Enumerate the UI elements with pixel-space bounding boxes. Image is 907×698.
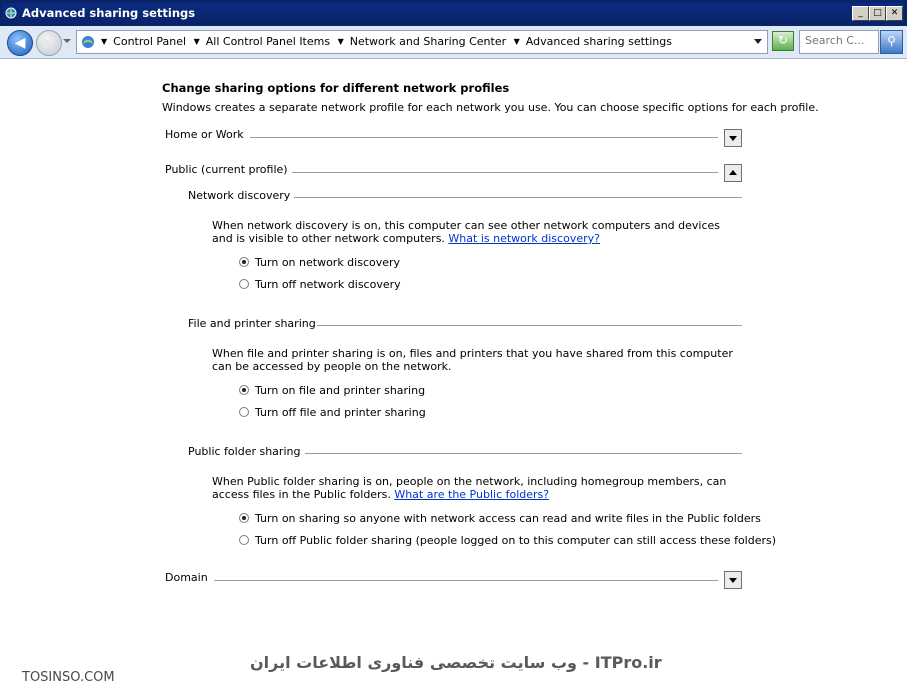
radio-public-folder-on[interactable] — [239, 513, 249, 523]
minimize-button[interactable]: _ — [852, 6, 869, 21]
radio-label: Turn off file and printer sharing — [255, 406, 426, 419]
refresh-button[interactable]: ↻ — [772, 31, 794, 51]
public-folder-help-link[interactable]: What are the Public folders? — [394, 488, 550, 501]
chevron-down-icon — [729, 578, 737, 583]
page-intro: Windows creates a separate network profile for each network you use. You can choose specific options for each profile. — [162, 101, 819, 114]
address-dropdown-icon[interactable] — [754, 39, 762, 44]
expand-domain-button[interactable] — [724, 571, 742, 589]
section-divider — [214, 580, 718, 581]
collapse-public-button[interactable] — [724, 164, 742, 182]
public-folder-desc — [212, 475, 737, 501]
address-box[interactable] — [76, 30, 768, 54]
network-discovery-desc-text: When network discovery is on, this computer can see other network computers and devices and is visible to other network computers. — [212, 219, 721, 245]
search-icon: ⚲ — [887, 34, 896, 48]
breadcrumb-network-sharing-center[interactable]: Network and Sharing Center — [349, 35, 507, 48]
section-divider — [294, 197, 742, 198]
file-printer-desc: When file and printer sharing is on, files and printers that you have shared from this computer can be accessed by people on the network. — [212, 347, 733, 373]
control-panel-icon — [80, 34, 96, 50]
forward-arrow-icon: ▶ — [43, 35, 55, 51]
public-folder-desc-text: When Public folder sharing is on, people on the network, including homegroup members, can access files in the Public folders. — [212, 475, 727, 501]
radio-file-printer-on[interactable] — [239, 385, 249, 395]
radio-network-discovery-on[interactable] — [239, 257, 249, 267]
network-discovery-title: Network discovery — [188, 189, 291, 202]
network-icon — [4, 6, 18, 20]
chevron-down-icon — [729, 136, 737, 141]
recent-pages-dropdown[interactable] — [63, 39, 71, 43]
watermark-tosinso: TOSINSO.COM — [22, 670, 115, 685]
profile-home-label[interactable]: Home or Work — [165, 128, 244, 141]
window-title: Advanced sharing settings — [22, 6, 196, 20]
search-input[interactable] — [805, 34, 877, 47]
title-bar — [0, 0, 907, 26]
search-button[interactable] — [880, 30, 903, 54]
chevron-down-icon[interactable]: ▼ — [513, 37, 520, 46]
expand-home-button[interactable] — [724, 129, 742, 147]
breadcrumb — [101, 35, 676, 48]
chevron-down-icon[interactable]: ▼ — [337, 37, 344, 46]
breadcrumb-control-panel[interactable]: Control Panel — [113, 35, 187, 48]
radio-label: Turn on sharing so anyone with network access can read and write files in the Public folders — [255, 512, 761, 525]
page-heading: Change sharing options for different network profiles — [162, 81, 510, 95]
chevron-down-icon[interactable]: ▼ — [101, 37, 108, 46]
network-discovery-desc — [212, 219, 737, 245]
section-divider — [317, 325, 742, 326]
radio-label: Turn on file and printer sharing — [255, 384, 426, 397]
profile-public-label[interactable]: Public (current profile) — [165, 163, 288, 176]
section-divider — [292, 172, 718, 173]
radio-public-folder-off[interactable] — [239, 535, 249, 545]
chevron-down-icon[interactable]: ▼ — [193, 37, 200, 46]
section-divider — [250, 137, 718, 138]
maximize-button[interactable]: □ — [869, 6, 886, 21]
radio-label: Turn off network discovery — [255, 278, 401, 291]
profile-domain-label[interactable]: Domain — [165, 571, 208, 584]
close-button[interactable]: ✕ — [886, 6, 903, 21]
radio-file-printer-off[interactable] — [239, 407, 249, 417]
radio-network-discovery-off[interactable] — [239, 279, 249, 289]
chevron-up-icon — [729, 170, 737, 175]
network-discovery-help-link[interactable]: What is network discovery? — [448, 232, 600, 245]
back-arrow-icon: ◀ — [14, 35, 26, 51]
back-button[interactable] — [7, 30, 33, 56]
breadcrumb-advanced-sharing[interactable]: Advanced sharing settings — [525, 35, 672, 48]
address-toolbar — [0, 26, 907, 59]
radio-label: Turn off Public folder sharing (people logged on to this computer can still access these folders) — [255, 534, 777, 547]
file-printer-title: File and printer sharing — [188, 317, 316, 330]
section-divider — [305, 453, 742, 454]
main-content — [0, 59, 907, 698]
search-box[interactable] — [799, 30, 879, 54]
watermark-itpro: ITPro.ir - وب سایت تخصصی فناوری اطلاعات ایران — [250, 653, 662, 672]
public-folder-title: Public folder sharing — [188, 445, 301, 458]
forward-button[interactable] — [36, 30, 62, 56]
radio-label: Turn on network discovery — [255, 256, 401, 269]
breadcrumb-all-items[interactable]: All Control Panel Items — [205, 35, 331, 48]
